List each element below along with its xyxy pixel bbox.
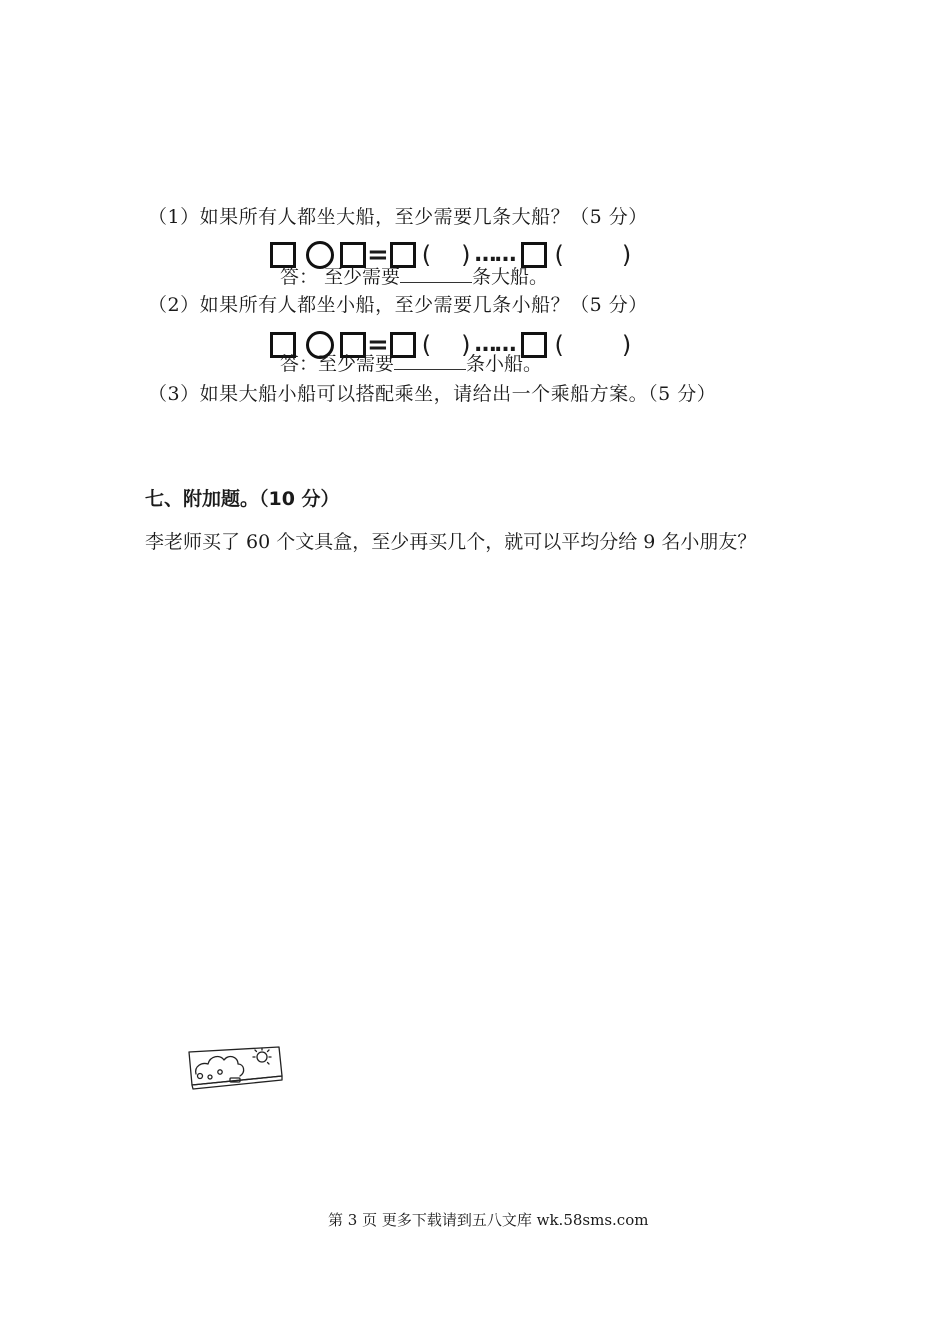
section-title: 七、附加题。（10 分） — [145, 488, 340, 510]
remainder-dots: …… — [474, 242, 515, 267]
answer-prefix: 答： 至少需要 — [280, 266, 401, 288]
question-1: （1）如果所有人都坐大船，至少需要几条大船？（5 分） — [148, 206, 648, 228]
answer-suffix: 条大船。 — [472, 266, 549, 288]
equals-sign: = — [367, 330, 389, 360]
answer-suffix: 条小船。 — [466, 353, 543, 375]
equals-sign: = — [367, 240, 389, 270]
close-paren: ) — [461, 331, 471, 359]
remainder-dots: …… — [474, 332, 515, 357]
close-paren: ) — [621, 241, 632, 269]
answer-blank[interactable] — [394, 351, 466, 370]
open-paren: ( — [554, 331, 564, 359]
answer-1 — [280, 262, 548, 289]
page-footer: 第 3 页 更多下载请到五八文库 wk.58sms.com — [328, 1211, 649, 1229]
open-paren: ( — [554, 241, 564, 269]
close-paren: ) — [621, 331, 632, 359]
answer-prefix: 答：至少需要 — [280, 353, 395, 375]
open-paren: ( — [421, 331, 432, 359]
problem-text: 李老师买了 60 个文具盒，至少再买几个，就可以平均分给 9 名小朋友？ — [145, 531, 757, 553]
open-paren: ( — [421, 241, 432, 269]
question-2: （2）如果所有人都坐小船，至少需要几条小船？（5 分） — [148, 294, 648, 316]
answer-2 — [280, 349, 542, 376]
pencil-case-icon — [186, 1044, 286, 1090]
question-3: （3）如果大船小船可以搭配乘坐，请给出一个乘船方案。（5 分） — [148, 383, 717, 405]
close-paren: ) — [461, 241, 471, 269]
answer-blank[interactable] — [400, 264, 472, 283]
